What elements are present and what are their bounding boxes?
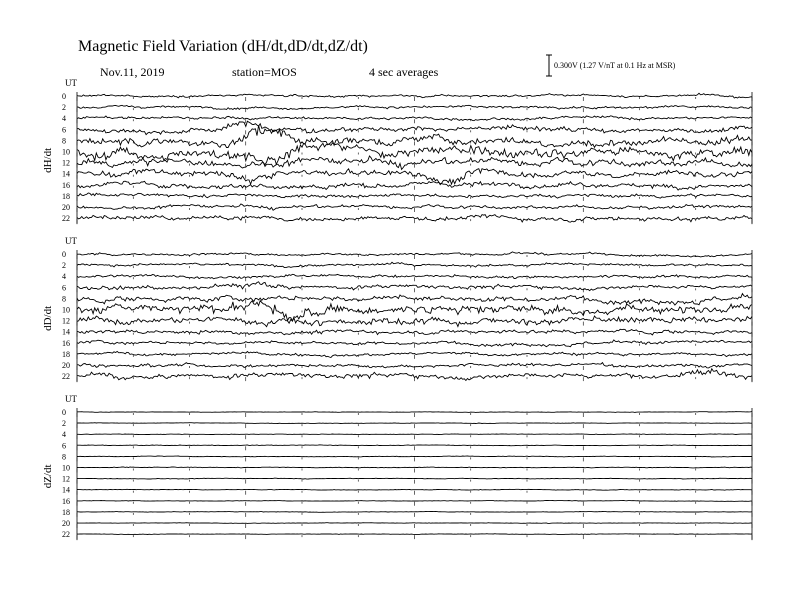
averaging-label: 4 sec averages: [369, 65, 439, 79]
date-label: Nov.11, 2019: [100, 65, 165, 79]
row-label: 12: [62, 158, 70, 168]
row-ticks: [77, 355, 752, 359]
trace-dZ-12: [77, 478, 752, 479]
chart-title: Magnetic Field Variation (dH/dt,dD/dt,dZ/dt): [78, 38, 368, 55]
row-label: 12: [62, 316, 70, 326]
scale-bar-label: 0.300V (1.27 V/nT at 0.1 Hz at MSR): [554, 61, 676, 70]
row-ticks: [77, 502, 752, 506]
row-label: 20: [62, 361, 70, 370]
row-label: 14: [62, 485, 70, 495]
ut-label: UT: [65, 394, 77, 404]
row-label: 18: [62, 507, 70, 517]
ut-label: UT: [65, 78, 77, 88]
row-ticks: [77, 435, 752, 439]
row-label: 14: [62, 169, 70, 179]
row-ticks: [77, 535, 752, 539]
axis-label-dZ: dZ/dt: [42, 464, 54, 489]
row-label: 6: [62, 283, 66, 293]
row-ticks: [77, 480, 752, 484]
row-ticks: [77, 491, 752, 495]
trace-dZ-10: [77, 467, 752, 468]
row-ticks: [77, 108, 752, 112]
row-ticks: [77, 524, 752, 528]
row-label: 22: [62, 372, 70, 382]
row-ticks: [77, 186, 752, 190]
row-label: 6: [62, 441, 66, 451]
axis-label-dH: dH/dt: [42, 147, 54, 173]
row-ticks: [77, 413, 752, 417]
row-label: 10: [62, 305, 70, 315]
row-label: 0: [62, 250, 66, 259]
trace-dZ-0: [77, 412, 752, 413]
panel-dH: [42, 78, 752, 224]
row-label: 18: [62, 191, 70, 201]
row-label: 20: [62, 203, 70, 212]
row-ticks: [77, 219, 752, 223]
row-label: 6: [62, 125, 66, 135]
row-label: 8: [62, 136, 66, 146]
row-label: 20: [62, 519, 70, 528]
panel-dD: [42, 236, 752, 382]
axis-label-dD: dD/dt: [42, 305, 54, 331]
row-ticks: [77, 164, 752, 168]
panel-dZ: [42, 394, 752, 540]
trace-dD-20: [77, 363, 752, 368]
row-ticks: [77, 344, 752, 348]
row-label: 2: [62, 261, 66, 271]
row-label: 22: [62, 530, 70, 540]
row-label: 0: [62, 408, 66, 417]
row-label: 2: [62, 419, 66, 429]
row-ticks: [77, 446, 752, 450]
trace-dZ-6: [77, 445, 752, 446]
row-label: 12: [62, 474, 70, 484]
row-label: 8: [62, 294, 66, 304]
row-ticks: [77, 457, 752, 461]
row-label: 4: [62, 114, 66, 124]
row-label: 10: [62, 463, 70, 473]
row-ticks: [77, 197, 752, 201]
row-label: 8: [62, 452, 66, 462]
trace-dZ-8: [77, 456, 752, 457]
row-label: 10: [62, 147, 70, 157]
row-ticks: [77, 288, 752, 292]
row-label: 16: [62, 496, 70, 506]
trace-dZ-14: [77, 489, 752, 490]
ut-label: UT: [65, 236, 77, 246]
trace-dZ-16: [77, 500, 752, 501]
row-label: 0: [62, 92, 66, 101]
row-ticks: [77, 322, 752, 326]
row-ticks: [77, 119, 752, 123]
station-label: station=MOS: [232, 65, 297, 79]
row-ticks: [77, 255, 752, 259]
trace-dZ-4: [77, 434, 752, 435]
trace-dZ-2: [77, 423, 752, 424]
trace-dZ-20: [77, 523, 752, 524]
row-ticks: [77, 424, 752, 428]
row-ticks: [77, 469, 752, 473]
row-label: 2: [62, 103, 66, 113]
row-label: 4: [62, 430, 66, 440]
row-label: 4: [62, 272, 66, 282]
trace-dZ-22: [77, 534, 752, 535]
trace-dZ-18: [77, 511, 752, 512]
row-label: 14: [62, 327, 70, 337]
row-label: 16: [62, 180, 70, 190]
row-label: 18: [62, 349, 70, 359]
row-label: 16: [62, 338, 70, 348]
row-label: 22: [62, 214, 70, 224]
row-ticks: [77, 513, 752, 517]
